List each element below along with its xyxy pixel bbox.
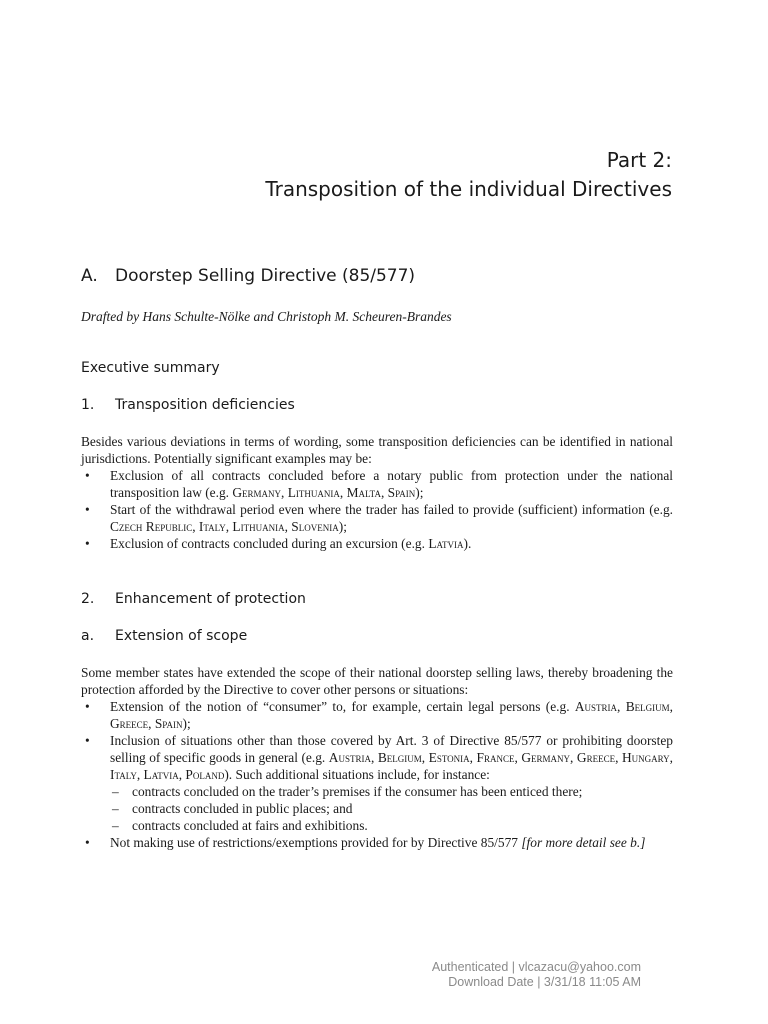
subsection-1-intro: Besides various deviations in terms of wording, some transposition deficiencies can be identified in national jurisdictions. Potentially significant examples may be: bbox=[81, 434, 673, 466]
subsection-2a-title: Extension of scope bbox=[115, 628, 248, 644]
subsection-1-number: 1. bbox=[81, 397, 95, 413]
deficiency-list bbox=[81, 467, 673, 552]
country-list: Austria, Belgium, Greece, Spain bbox=[110, 699, 673, 731]
subsection-1-body bbox=[81, 433, 673, 552]
subsection-2a-intro: Some member states have extended the scope of their national doorstep selling laws, thereby broadening the protection afforded by the Directive to cover other persons or situations: bbox=[81, 665, 673, 697]
subsection-2-title: Enhancement of protection bbox=[115, 591, 306, 607]
list-item: • Not making use of restrictions/exemptions provided for by Directive 85/577 [for more detail see b.] bbox=[81, 834, 673, 851]
list-item: • Extension of the notion of “consumer” to, for example, certain legal persons (e.g. Austria, Belgium, Greece, Spain); bbox=[81, 698, 673, 732]
list-item: – contracts concluded at fairs and exhibitions. bbox=[110, 817, 673, 834]
subsection-1-heading bbox=[81, 394, 295, 416]
scope-list bbox=[81, 698, 673, 851]
subsection-2a-heading bbox=[81, 625, 247, 647]
list-item: • Exclusion of all contracts concluded before a notary public from protection under the national transposition law (e.g. Germany, Lithuania, Malta, Spain); bbox=[81, 467, 673, 501]
executive-summary-heading: Executive summary bbox=[81, 360, 220, 376]
country-list: Austria, Belgium, Estonia, France, Germany, Greece, Hungary, Italy, Latvia, Poland bbox=[110, 750, 673, 782]
subsection-1-title: Transposition deficiencies bbox=[115, 397, 295, 413]
authentication-line: Authenticated | vlcazacu@yahoo.com bbox=[431, 960, 641, 974]
subsection-2-heading bbox=[81, 588, 306, 610]
subsection-2a-body bbox=[81, 664, 673, 851]
country-list: Germany, Lithuania, Malta, Spain bbox=[232, 485, 416, 500]
list-item: – contracts concluded in public places; and bbox=[110, 800, 673, 817]
part-label: Part 2: bbox=[606, 148, 672, 172]
country-list: Latvia bbox=[428, 536, 464, 551]
list-item: – contracts concluded on the trader’s premises if the consumer has been enticed there; bbox=[110, 783, 673, 800]
country-list: Czech Republic, Italy, Lithuania, Slovenia bbox=[110, 519, 339, 534]
situation-list bbox=[110, 783, 673, 834]
section-letter: A. bbox=[81, 266, 98, 286]
list-item: • Start of the withdrawal period even where the trader has failed to provide (sufficient) information (e.g. Czech Republic, Italy, Lithuania, Slovenia); bbox=[81, 501, 673, 535]
subsection-2a-number: a. bbox=[81, 628, 95, 644]
subsection-2-number: 2. bbox=[81, 591, 95, 607]
list-item: • Exclusion of contracts concluded during an excursion (e.g. Latvia). bbox=[81, 535, 673, 552]
cross-reference-note: [for more detail see b.] bbox=[521, 835, 646, 850]
part-title: Transposition of the individual Directives bbox=[265, 177, 672, 201]
part-heading bbox=[265, 146, 672, 204]
section-heading bbox=[81, 264, 415, 288]
download-footer bbox=[432, 960, 641, 990]
download-date-line: Download Date | 3/31/18 11:05 AM bbox=[448, 975, 641, 989]
section-title: Doorstep Selling Directive (85/577) bbox=[115, 266, 416, 286]
list-item: • Inclusion of situations other than those covered by Art. 3 of Directive 85/577 or prohibiting doorstep selling of specific goods in general (e.g. Austria, Belgium, Estonia, France, Germany, Greece, Hungary, Italy, Latvia, Poland). Such additional situations include, for instance: – contracts concluded on the trader’s premises if the consumer has been enticed there; – contracts concluded in public places; and – contracts concluded at fairs and exhibitions. bbox=[81, 732, 673, 834]
authors-line: Drafted by Hans Schulte-Nölke and Christoph M. Scheuren-Brandes bbox=[81, 309, 452, 324]
